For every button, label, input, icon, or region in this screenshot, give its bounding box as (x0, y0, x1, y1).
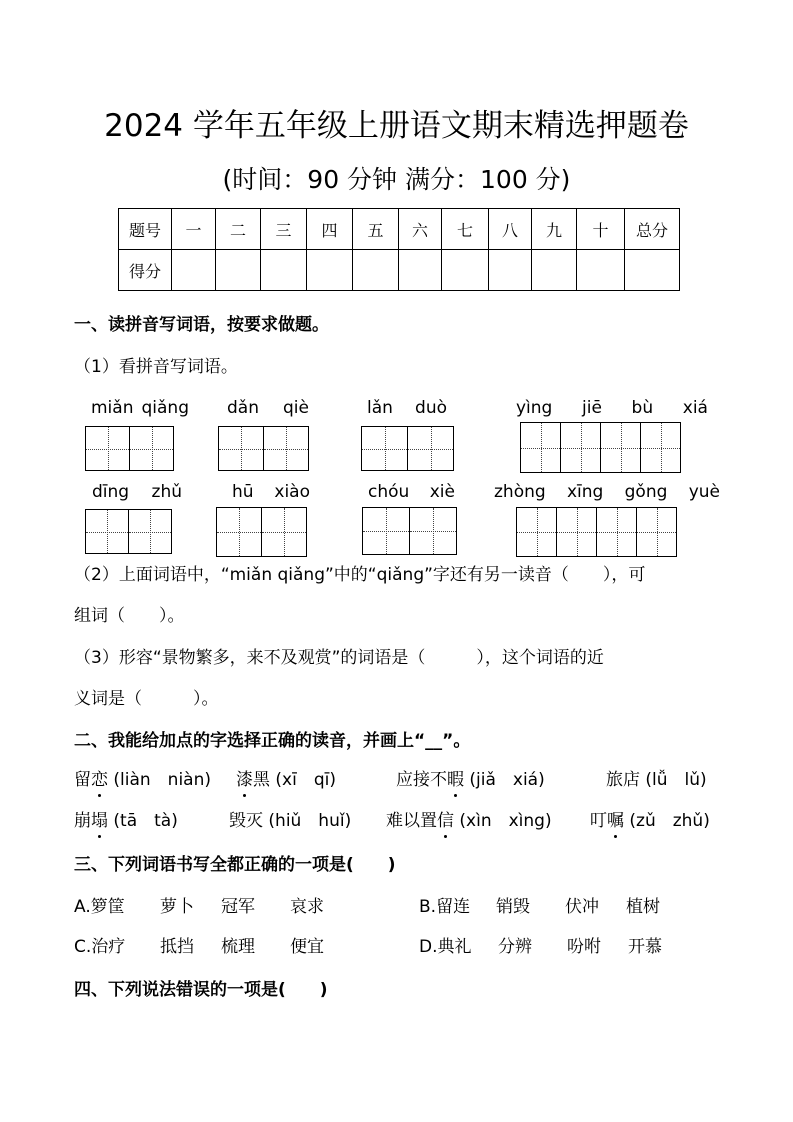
pronunciation-item: 应接不暇 (jiǎ xiá) (396, 767, 545, 793)
pronunciation-item: 叮嘱 (zǔ zhǔ) (590, 808, 710, 834)
column-header: 五 (353, 209, 399, 250)
choice-option-b[interactable]: B.留连 销毁 伏冲 植树 (419, 897, 660, 917)
writing-grid[interactable] (520, 422, 681, 473)
pronunciation-options[interactable]: (lǚ lǔ) (645, 770, 707, 790)
section1-heading: 一、读拼音写词语，按要求做题。 (74, 315, 329, 335)
row-label-score: 得分 (119, 250, 172, 291)
section2-heading: 二、我能给加点的字选择正确的读音，并画上“__”。 (74, 731, 471, 751)
section1-q3-line1: （3）形容“景物繁多，来不及观赏”的词语是（ ），这个词语的近 (74, 648, 604, 668)
writing-grid[interactable] (85, 426, 174, 471)
pronunciation-options[interactable]: (hiǔ huǐ) (268, 811, 352, 831)
column-header: 一 (172, 209, 216, 250)
section4-heading: 四、下列说法错误的一项是( ) (74, 980, 328, 1000)
pronunciation-item: 崩塌 (tā tà) (74, 808, 178, 834)
choice-option-d[interactable]: D.典礼 分辨 吩咐 开慕 (419, 937, 662, 957)
pronunciation-options[interactable]: (tā tà) (113, 811, 178, 831)
pinyin-group: dīng zhǔ (92, 482, 182, 502)
score-cell[interactable] (577, 250, 625, 291)
column-header: 九 (532, 209, 577, 250)
score-cell[interactable] (353, 250, 399, 291)
pinyin-group: dǎn qiè (227, 398, 309, 418)
section1-q1: （1）看拼音写词语。 (74, 357, 238, 377)
score-table-score-row (119, 250, 680, 291)
column-header: 八 (489, 209, 532, 250)
writing-grid[interactable] (216, 507, 307, 557)
section1-q2-line1: （2）上面词语中，“miǎn qiǎng”中的“qiǎng”字还有另一读音（ ），可 (74, 565, 646, 585)
score-cell[interactable] (261, 250, 307, 291)
column-header-total: 总分 (625, 209, 680, 250)
choice-option-c[interactable]: C.治疗 抵挡 梳理 便宜 (74, 937, 324, 957)
writing-grid[interactable] (516, 507, 677, 557)
choice-option-a[interactable]: A.箩筐 萝卜 冠军 哀求 (74, 897, 324, 917)
pronunciation-options[interactable]: (xī qī) (275, 770, 336, 790)
writing-grid[interactable] (85, 509, 172, 554)
score-cell[interactable] (307, 250, 353, 291)
column-header: 二 (216, 209, 261, 250)
pronunciation-item: 漆黑 (xī qī) (236, 767, 336, 793)
pronunciation-options[interactable]: (xìn xìng) (459, 811, 552, 831)
pinyin-group: chóu xiè (368, 482, 455, 502)
score-cell[interactable] (625, 250, 680, 291)
score-cell[interactable] (216, 250, 261, 291)
section1-q2-line2: 组词（ ）。 (74, 606, 185, 626)
pinyin-group: yìng jiē bù xiá (516, 398, 708, 418)
column-header: 六 (399, 209, 442, 250)
pronunciation-item: 难以置信 (xìn xìng) (386, 808, 552, 834)
score-cell[interactable] (489, 250, 532, 291)
writing-grid[interactable] (218, 426, 309, 471)
writing-grid[interactable] (361, 426, 454, 471)
pinyin-group: zhòng xīng gǒng yuè (494, 482, 720, 502)
score-table (118, 208, 680, 291)
row-label-question: 题号 (119, 209, 172, 250)
column-header: 四 (307, 209, 353, 250)
pronunciation-options[interactable]: (liàn niàn) (113, 770, 211, 790)
pinyin-group: hū xiào (232, 482, 310, 502)
pronunciation-options[interactable]: (zǔ zhǔ) (629, 811, 710, 831)
column-header: 三 (261, 209, 307, 250)
exam-title: 2024 学年五年级上册语文期末精选押题卷 (104, 108, 689, 144)
pinyin-group: lǎn duò (367, 398, 447, 418)
section1-q3-line2: 义词是（ ）。 (74, 689, 219, 709)
score-cell[interactable] (399, 250, 442, 291)
score-cell[interactable] (442, 250, 489, 291)
column-header: 十 (577, 209, 625, 250)
pronunciation-item: 留恋 (liàn niàn) (74, 767, 211, 793)
score-table-header-row (119, 209, 680, 250)
pinyin-group: miǎn qiǎng (91, 398, 189, 418)
exam-subtitle: (时间：90 分钟 满分：100 分) (222, 165, 571, 194)
writing-grid[interactable] (362, 507, 457, 555)
pronunciation-item: 旅店 (lǚ lǔ) (606, 770, 707, 790)
column-header: 七 (442, 209, 489, 250)
section3-heading: 三、下列词语书写全都正确的一项是( ) (74, 855, 396, 875)
score-cell[interactable] (172, 250, 216, 291)
pronunciation-item: 毁灭 (hiǔ huǐ) (229, 811, 352, 831)
score-cell[interactable] (532, 250, 577, 291)
pronunciation-options[interactable]: (jiǎ xiá) (469, 770, 545, 790)
